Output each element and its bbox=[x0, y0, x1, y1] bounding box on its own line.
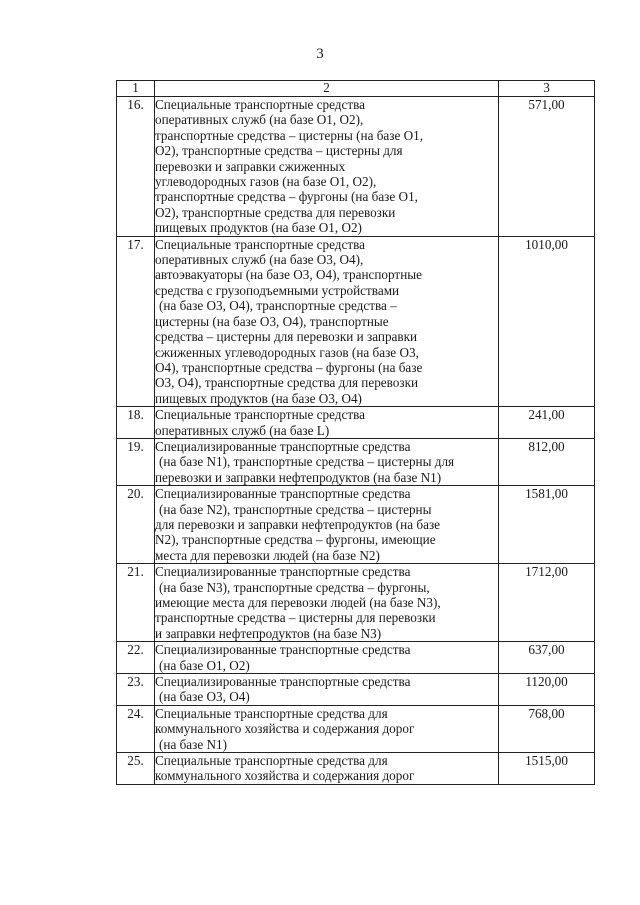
row-number: 17. bbox=[117, 236, 155, 406]
description-line: Специальные транспортные средства bbox=[155, 407, 365, 423]
page-number: 3 bbox=[316, 46, 324, 62]
description-line: транспортные средства – цистерны для перевозки bbox=[155, 610, 436, 626]
description-line: сжиженных углеводородных газов (на базе O3, bbox=[155, 344, 419, 360]
description-line: для перевозки и заправки нефтепродуктов (на базе bbox=[155, 516, 441, 532]
row-description bbox=[155, 753, 499, 785]
row-number: 25. bbox=[117, 753, 155, 785]
description-line: (на базе N2), транспортные средства – цистерны bbox=[159, 501, 432, 517]
row-value: 1120,00 bbox=[499, 674, 595, 706]
description-line: оперативных служб (на базе O3, O4), bbox=[155, 252, 364, 268]
row-number: 21. bbox=[117, 564, 155, 642]
tariff-table bbox=[116, 80, 595, 785]
row-number: 16. bbox=[117, 97, 155, 237]
description-line: O2), транспортные средства для перевозки bbox=[155, 204, 396, 220]
description-line: Специализированные транспортные средства bbox=[155, 564, 411, 580]
table-row bbox=[117, 97, 595, 237]
table-row bbox=[117, 407, 595, 439]
row-number: 23. bbox=[117, 674, 155, 706]
column-header-3: 3 bbox=[499, 81, 595, 97]
description-line: перевозки и заправки сжиженных bbox=[155, 158, 346, 174]
description-line: транспортные средства – цистерны (на базе O1, bbox=[155, 127, 424, 143]
row-value: 1581,00 bbox=[499, 486, 595, 564]
row-value: 571,00 bbox=[499, 97, 595, 237]
description-line: O3, O4), транспортные средства для перевозки bbox=[155, 375, 419, 391]
description-line: Специализированные транспортные средства bbox=[155, 438, 411, 454]
row-description bbox=[155, 407, 499, 439]
description-line: перевозки и заправки нефтепродуктов (на базе N1) bbox=[155, 469, 442, 485]
column-header-1: 1 bbox=[117, 81, 155, 97]
description-line: и заправки нефтепродуктов (на базе N3) bbox=[155, 625, 382, 641]
description-line: углеводородных газов (на базе O1, O2), bbox=[155, 174, 377, 190]
table-row bbox=[117, 236, 595, 406]
table-header-row bbox=[117, 81, 595, 97]
table-row bbox=[117, 674, 595, 706]
row-value: 637,00 bbox=[499, 642, 595, 674]
description-line: имеющие места для перевозки людей (на базе N3), bbox=[155, 595, 441, 610]
table-row bbox=[117, 753, 595, 785]
description-line: (на базе O3, O4) bbox=[159, 689, 250, 705]
description-line: автоэвакуаторы (на базе O3, O4), транспортные bbox=[155, 267, 422, 283]
row-number: 19. bbox=[117, 438, 155, 485]
row-value: 1010,00 bbox=[499, 236, 595, 406]
row-description bbox=[155, 486, 499, 564]
row-description bbox=[155, 674, 499, 706]
row-description bbox=[155, 642, 499, 674]
description-line: Специализированные транспортные средства bbox=[155, 674, 411, 690]
description-line: Специальные транспортные средства bbox=[155, 236, 365, 252]
row-value: 241,00 bbox=[499, 407, 595, 439]
table-row bbox=[117, 642, 595, 674]
description-line: цистерны (на базе O3, O4), транспортные bbox=[155, 313, 389, 329]
description-line: транспортные средства – фургоны (на базе O1, bbox=[155, 189, 418, 205]
row-number: 22. bbox=[117, 642, 155, 674]
description-line: Специализированные транспортные средства bbox=[155, 642, 411, 658]
description-line: пищевых продуктов (на базе O1, O2) bbox=[155, 220, 362, 236]
description-line: коммунального хозяйства и содержания дорог bbox=[155, 721, 415, 737]
description-line: O2), транспортные средства – цистерны для bbox=[155, 143, 403, 159]
description-line: средства – цистерны для перевозки и заправки bbox=[155, 329, 418, 345]
row-description bbox=[155, 705, 499, 752]
row-value: 768,00 bbox=[499, 705, 595, 752]
table-row bbox=[117, 486, 595, 564]
row-number: 18. bbox=[117, 407, 155, 439]
table-row bbox=[117, 438, 595, 485]
table-row bbox=[117, 705, 595, 752]
description-line: оперативных служб (на базе O1, O2), bbox=[155, 112, 364, 128]
description-line: O4), транспортные средства – фургоны (на базе bbox=[155, 359, 423, 375]
description-line: Специальные транспортные средства для bbox=[155, 753, 388, 769]
row-description bbox=[155, 97, 499, 237]
description-line: Специальные транспортные средства для bbox=[155, 705, 388, 721]
row-number: 20. bbox=[117, 486, 155, 564]
description-line: (на базе N1), транспортные средства – цистерны для bbox=[159, 454, 455, 470]
description-line: средства с грузоподъемными устройствами bbox=[155, 282, 400, 298]
row-value: 1515,00 bbox=[499, 753, 595, 785]
row-value: 1712,00 bbox=[499, 564, 595, 642]
description-line: (на базе N3), транспортные средства – фургоны, bbox=[159, 579, 430, 595]
row-description bbox=[155, 438, 499, 485]
description-line: коммунального хозяйства и содержания дорог bbox=[155, 768, 415, 784]
row-description bbox=[155, 236, 499, 406]
description-line: N2), транспортные средства – фургоны, имеющие bbox=[155, 532, 436, 548]
column-header-2: 2 bbox=[155, 81, 499, 97]
row-number: 24. bbox=[117, 705, 155, 752]
row-description bbox=[155, 564, 499, 642]
description-line: Специализированные транспортные средства bbox=[155, 486, 411, 502]
description-line: (на базе O3, O4), транспортные средства – bbox=[159, 298, 397, 314]
description-line: (на базе N1) bbox=[159, 736, 228, 752]
table-row bbox=[117, 564, 595, 642]
description-line: места для перевозки людей (на базе N2) bbox=[155, 547, 380, 563]
table-body bbox=[117, 97, 595, 785]
description-line: Специальные транспортные средства bbox=[155, 97, 365, 112]
description-line: оперативных служб (на базе L) bbox=[155, 422, 330, 438]
description-line: пищевых продуктов (на базе O3, O4) bbox=[155, 390, 362, 406]
row-value: 812,00 bbox=[499, 438, 595, 485]
description-line: (на базе O1, O2) bbox=[159, 657, 250, 673]
